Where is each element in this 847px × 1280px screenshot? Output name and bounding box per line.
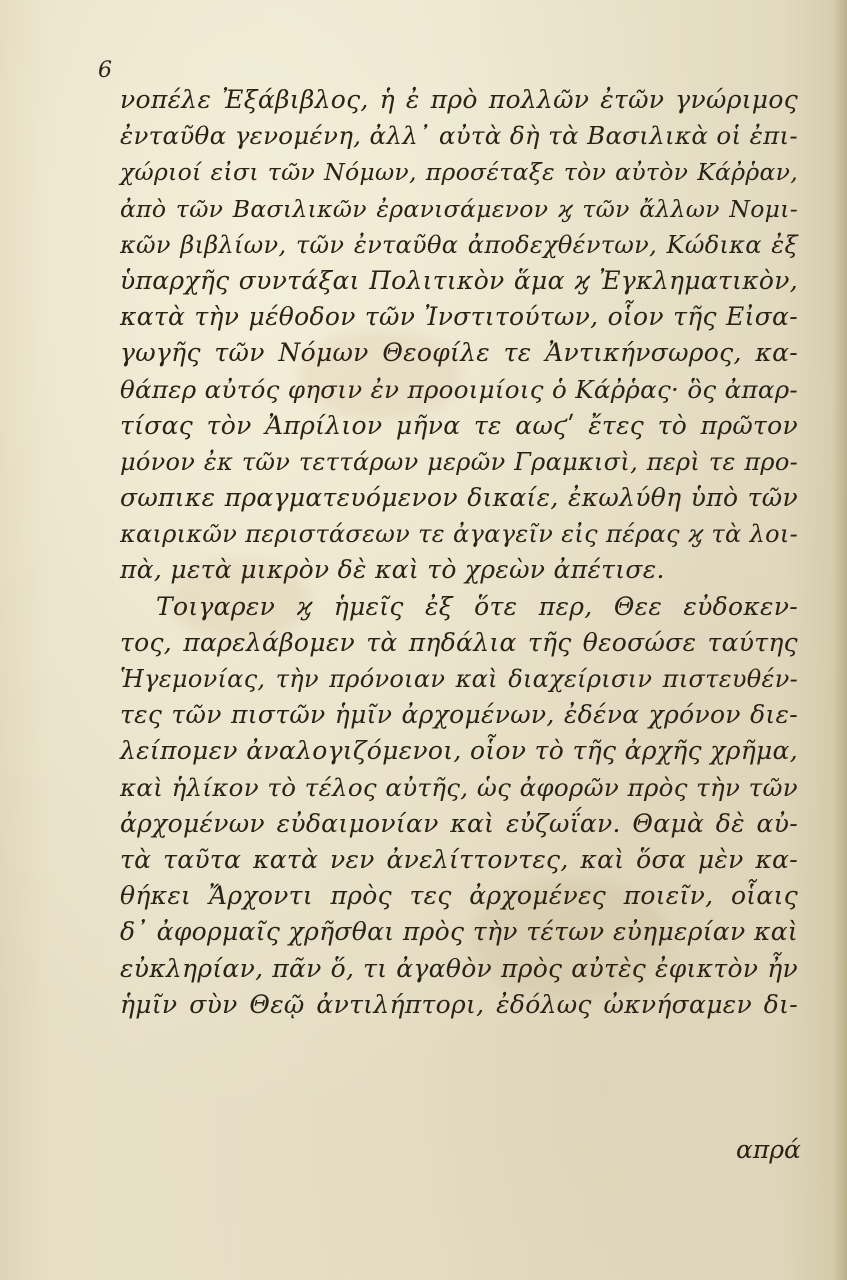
text-line: καιρικῶν περιστάσεων τε ἀγαγεῖν εἰς πέρας ϗ τὰ λοι- — [120, 520, 798, 549]
text-line: πὰ, μετὰ μικρὸν δὲ καὶ τὸ χρεὼν ἀπέτισε. — [120, 555, 665, 585]
text-line: τες τῶν πιστῶν ἡμῖν ἀρχομένων, ἐδένα χρόνον διε- — [120, 700, 798, 730]
text-line: Ἡγεμονίας, τὴν πρόνοιαν καὶ διαχείρισιν πιστευθέν- — [120, 665, 798, 693]
text-line: σωπικε πραγματευόμενον δικαίε, ἐκωλύθη ὑπὸ τῶν — [120, 483, 798, 513]
body-text — [120, 82, 798, 1023]
text-line: μόνον ἐκ τῶν τεττάρων μερῶν Γραμκισὶ, περὶ τε προ- — [120, 447, 798, 476]
text-line: ἐνταῦθα γενομένη, ἀλλ᾽ αὐτὰ δὴ τὰ Βασιλικὰ οἱ ἐπι- — [120, 121, 798, 151]
catchword: απρά — [736, 1135, 801, 1164]
page-edge-shadow — [833, 0, 847, 1280]
text-line: καὶ ἡλίκον τὸ τέλος αὐτῆς, ὡς ἀφορῶν πρὸς τὴν τῶν — [120, 772, 798, 802]
text-line: ἀρχομένων εὐδαιμονίαν καὶ εὐζωΐαν. Θαμὰ δὲ αὐ- — [120, 808, 798, 838]
text-line: νοπέλε Ἐξάβιβλος, ἡ ἐ πρὸ πολλῶν ἐτῶν γνώριμος — [120, 85, 798, 114]
text-line: ἡμῖν σὺν Θεῷ ἀντιλήπτορι, ἐδόλως ὠκνήσαμεν δι- — [120, 989, 798, 1019]
text-line: λείπομεν ἀναλογιζόμενοι, οἷον τὸ τῆς ἀρχῆς χρῆμα, — [120, 736, 798, 766]
text-line: εὐκληρίαν, πᾶν ὅ, τι ἀγαθὸν πρὸς αὐτὲς ἐφικτὸν ἦν — [120, 953, 798, 983]
paragraph-start-line: Τοιγαρεν ϗ ἡμεῖς ἐξ ὅτε περ, Θεε εὐδοκεν- — [156, 591, 798, 621]
text-line: χώριοί εἰσι τῶν Νόμων, προσέταξε τὸν αὐτὸν Κάῤῥαν, — [120, 158, 798, 187]
text-line: ἀπὸ τῶν Βασιλικῶν ἐρανισάμενον ϗ τῶν ἄλλων Νομι- — [120, 194, 798, 223]
text-line: τὰ ταῦτα κατὰ νεν ἀνελίττοντες, καὶ ὅσα μὲν κα- — [120, 844, 798, 874]
page-number: 6 — [98, 58, 112, 83]
text-line: κατὰ τὴν μέθοδον τῶν Ἰνστιτούτων, οἷον τῆς Εἰσα- — [120, 302, 798, 332]
text-line: τίσας τὸν Ἀπρίλιον μῆνα τε αωϛʹ ἔτες τὸ πρῶτον — [120, 410, 798, 440]
text-line: τος, παρελάβομεν τὰ πηδάλια τῆς θεοσώσε ταύτης — [120, 627, 798, 657]
text-line: δ᾽ ἀφορμαῖς χρῆσθαι πρὸς τὴν τέτων εὐημερίαν καὶ — [120, 917, 798, 947]
text-line: θάπερ αὐτός φησιν ἐν προοιμίοις ὁ Κάῤῥας· ὃς ἀπαρ- — [120, 374, 798, 404]
text-line: θήκει Ἄρχοντι πρὸς τες ἀρχομένες ποιεῖν, οἷαις — [120, 881, 798, 911]
text-line: κῶν βιβλίων, τῶν ἐνταῦθα ἀποδεχθέντων, Κώδικα ἐξ — [120, 230, 798, 259]
text-line: γωγῆς τῶν Νόμων Θεοφίλε τε Ἀντικήνσωρος, κα- — [120, 338, 798, 368]
text-line: ὑπαρχῆς συντάξαι Πολιτικὸν ἅμα ϗ Ἐγκληματικὸν, — [120, 265, 798, 295]
